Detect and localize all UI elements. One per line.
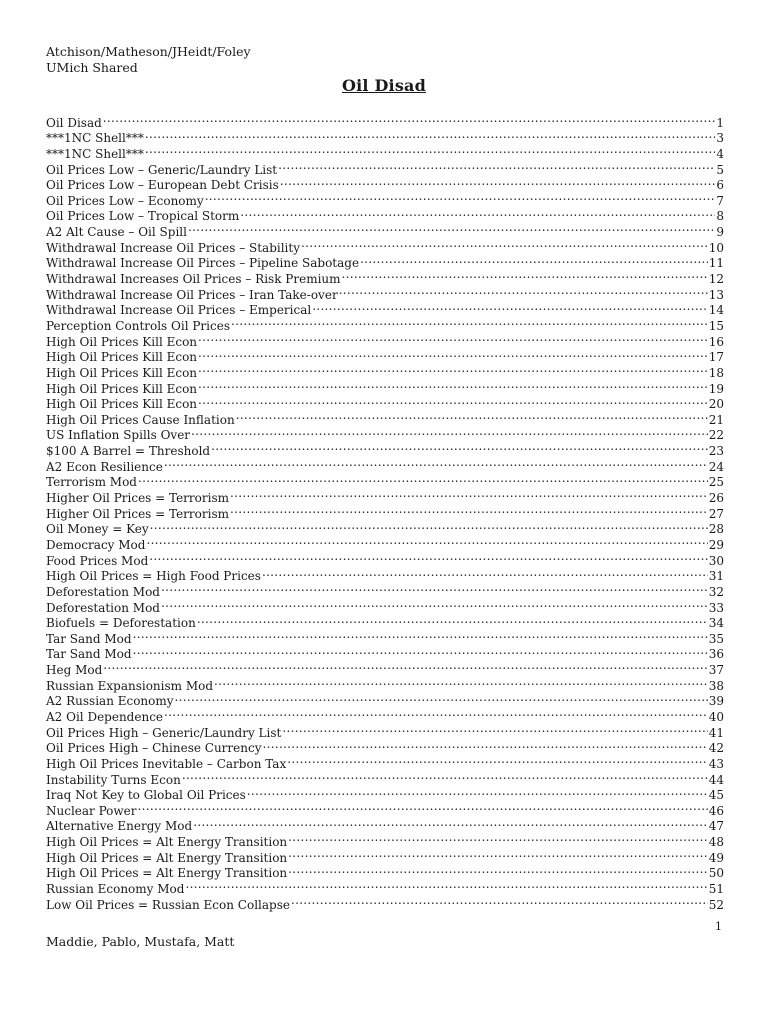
toc-entry-label: ***1NC Shell*** [46, 146, 144, 161]
toc-dot-leader [197, 393, 708, 409]
toc-entry-label: Withdrawal Increase Oil Prices – Iran Take-over [46, 287, 338, 302]
toc-entry-label: Tar Sand Mod [46, 631, 132, 646]
toc-entry-label: Iraq Not Key to Global Oil Prices [46, 788, 246, 803]
toc-entry-page: 6 [716, 178, 724, 193]
toc-entry-page: 40 [708, 709, 724, 724]
toc-entry-label: Oil Prices High – Generic/Laundry List [46, 725, 282, 740]
toc-entry-label: Deforestation Mod [46, 584, 160, 599]
toc-entry-page: 4 [716, 146, 724, 161]
toc-dot-leader [286, 752, 707, 768]
toc-entry-label: Democracy Mod [46, 537, 146, 552]
footer-names: Maddie, Pablo, Mustafa, Matt [46, 934, 235, 949]
toc-entry[interactable] [46, 533, 724, 552]
toc-entry-page: 24 [708, 459, 724, 474]
toc-entry-page: 8 [716, 209, 724, 224]
document-title: Oil Disad [342, 76, 426, 95]
toc-entry-page: 14 [708, 303, 724, 318]
toc-entry-label: $100 A Barrel = Threshold [46, 444, 211, 459]
toc-entry-label: Low Oil Prices = Russian Econ Collapse [46, 897, 290, 912]
toc-entry[interactable] [46, 799, 724, 818]
toc-entry-label: Higher Oil Prices = Terrorism [46, 506, 229, 521]
toc-dot-leader [174, 690, 708, 706]
toc-entry[interactable] [46, 111, 724, 130]
toc-entry-page: 34 [708, 616, 724, 631]
toc-entry-label: Oil Money = Key [46, 522, 149, 537]
toc-dot-leader [261, 737, 707, 753]
toc-entry-label: Deforestation Mod [46, 600, 160, 615]
toc-entry-page: 1 [716, 115, 724, 130]
toc-entry[interactable] [46, 486, 724, 506]
toc-dot-leader [160, 596, 708, 612]
toc-entry-page: 44 [708, 772, 724, 787]
toc-entry-page: 13 [708, 287, 724, 302]
toc-entry-label: Oil Prices Low – Tropical Storm [46, 209, 240, 224]
toc-entry-page: 51 [708, 882, 724, 897]
toc-dot-leader [210, 439, 708, 455]
toc-dot-leader [300, 236, 708, 252]
toc-entry-page: 38 [708, 678, 724, 693]
header-block [46, 44, 251, 76]
toc-dot-leader [287, 830, 708, 846]
toc-entry-page: 17 [708, 350, 724, 365]
toc-dot-leader [204, 189, 716, 205]
toc-entry-page: 19 [708, 381, 724, 396]
page-number: 1 [715, 920, 722, 933]
toc-entry[interactable] [46, 658, 724, 678]
toc-entry-label: A2 Econ Resilience [46, 459, 163, 474]
toc-entry-label: High Oil Prices Kill Econ [46, 365, 198, 380]
toc-dot-leader [163, 705, 708, 721]
toc-entry-page: 18 [708, 365, 724, 380]
toc-entry-page: 9 [716, 225, 724, 240]
toc-entry-page: 46 [708, 803, 724, 818]
toc-dot-leader [281, 721, 707, 737]
toc-dot-leader [163, 455, 708, 471]
toc-entry-label: Oil Prices High – Chinese Currency [46, 741, 262, 756]
toc-dot-leader [149, 518, 708, 534]
toc-dot-leader [230, 314, 708, 330]
toc-entry-label: High Oil Prices Kill Econ [46, 334, 198, 349]
toc-dot-leader [196, 612, 708, 628]
toc-dot-leader [287, 846, 708, 862]
toc-dot-leader [148, 549, 707, 565]
toc-entry-label: A2 Alt Cause – Oil Spill [46, 225, 187, 240]
toc-dot-leader [132, 643, 708, 659]
toc-entry-label: Oil Disad [46, 115, 102, 130]
toc-entry-label: ***1NC Shell*** [46, 131, 144, 146]
toc-entry[interactable] [46, 142, 724, 161]
table-of-contents [46, 111, 724, 912]
toc-entry-page: 33 [708, 600, 724, 615]
toc-dot-leader [181, 768, 708, 784]
toc-entry-label: High Oil Prices Cause Inflation [46, 412, 235, 427]
toc-entry-label: Food Prices Mod [46, 553, 149, 568]
toc-entry-label: Withdrawal Increase Oil Pirces – Pipeline Sabotage [46, 256, 360, 271]
toc-entry-page: 10 [708, 240, 724, 255]
toc-dot-leader [132, 627, 708, 643]
toc-entry-label: Alternative Energy Mod [46, 819, 193, 834]
header-authors: Atchison/Matheson/JHeidt/Foley [46, 44, 251, 59]
toc-entry-label: High Oil Prices Inevitable – Carbon Tax [46, 756, 287, 771]
toc-dot-leader [213, 674, 708, 690]
toc-entry-page: 25 [708, 475, 724, 490]
toc-dot-leader [144, 127, 716, 143]
toc-entry-page: 47 [708, 819, 724, 834]
toc-entry-label: Russian Economy Mod [46, 882, 185, 897]
toc-entry[interactable] [46, 127, 724, 146]
toc-dot-leader [287, 862, 708, 878]
toc-entry-page: 21 [708, 412, 724, 427]
toc-entry[interactable] [46, 518, 724, 537]
toc-dot-leader [311, 299, 708, 315]
toc-entry-page: 7 [716, 193, 724, 208]
toc-entry-label: Instability Turns Econ [46, 772, 181, 787]
toc-dot-leader [137, 471, 708, 487]
toc-dot-leader [187, 220, 715, 236]
toc-entry-label: A2 Oil Dependence [46, 709, 164, 724]
toc-entry-label: Oil Prices Low – Generic/Laundry List [46, 162, 278, 177]
toc-entry-label: Withdrawal Increases Oil Prices – Risk Premium [46, 272, 341, 287]
toc-entry-label: US Inflation Spills Over [46, 428, 191, 443]
toc-entry-label: Oil Prices Low – European Debt Crisis [46, 178, 279, 193]
toc-entry-page: 36 [708, 647, 724, 662]
toc-dot-leader [137, 799, 708, 815]
toc-entry[interactable] [46, 471, 724, 490]
toc-entry[interactable] [46, 674, 724, 693]
toc-entry-page: 39 [708, 694, 724, 709]
toc-entry-page: 22 [708, 428, 724, 443]
toc-dot-leader [246, 784, 708, 800]
toc-dot-leader [160, 580, 708, 596]
toc-entry-label: Nuclear Power [46, 803, 137, 818]
toc-entry-page: 26 [708, 491, 724, 506]
toc-entry[interactable] [46, 643, 724, 662]
toc-dot-leader [197, 346, 708, 362]
toc-entry-label: Russian Expansionism Mod [46, 678, 214, 693]
toc-entry-page: 5 [716, 162, 724, 177]
toc-entry-page: 41 [708, 725, 724, 740]
toc-dot-leader [192, 815, 708, 831]
toc-entry-page: 15 [708, 318, 724, 333]
toc-entry-page: 20 [708, 397, 724, 412]
toc-entry-label: High Oil Prices Kill Econ [46, 397, 198, 412]
toc-dot-leader [290, 893, 708, 909]
toc-entry-page: 48 [708, 835, 724, 850]
toc-entry-label: Terrorism Mod [46, 475, 137, 490]
toc-dot-leader [190, 424, 708, 440]
toc-entry-label: Tar Sand Mod [46, 647, 132, 662]
toc-entry-label: Oil Prices Low – Economy [46, 193, 204, 208]
toc-entry-page: 30 [708, 553, 724, 568]
toc-entry-page: 23 [708, 444, 724, 459]
toc-entry-page: 52 [708, 897, 724, 912]
toc-entry-page: 32 [708, 584, 724, 599]
toc-entry-page: 43 [708, 756, 724, 771]
toc-entry-label: High Oil Prices = Alt Energy Transition [46, 835, 288, 850]
toc-dot-leader [197, 361, 708, 377]
toc-entry-label: Withdrawal Increase Oil Prices – Emperical [46, 303, 312, 318]
toc-entry[interactable] [46, 627, 724, 646]
toc-dot-leader [145, 533, 707, 549]
toc-entry-label: Heg Mod [46, 663, 103, 678]
toc-entry-page: 49 [708, 850, 724, 865]
toc-dot-leader [235, 408, 708, 424]
toc-entry-label: Perception Controls Oil Prices [46, 318, 230, 333]
header-group: UMich Shared [46, 60, 138, 75]
toc-entry-page: 37 [708, 663, 724, 678]
toc-dot-leader [279, 174, 716, 190]
toc-dot-leader [229, 486, 708, 502]
toc-dot-leader [144, 142, 716, 158]
toc-entry-page: 29 [708, 537, 724, 552]
toc-entry[interactable] [46, 815, 724, 834]
toc-entry-label: High Oil Prices = High Food Prices [46, 569, 261, 584]
toc-entry-page: 35 [708, 631, 724, 646]
toc-entry-page: 12 [708, 272, 724, 287]
toc-entry-label: High Oil Prices Kill Econ [46, 381, 198, 396]
toc-dot-leader [229, 502, 708, 518]
toc-entry-label: High Oil Prices = Alt Energy Transition [46, 850, 288, 865]
toc-entry-page: 11 [708, 256, 724, 271]
toc-entry-page: 31 [708, 569, 724, 584]
toc-entry-label: High Oil Prices = Alt Energy Transition [46, 866, 288, 881]
toc-entry[interactable] [46, 158, 724, 177]
toc-dot-leader [184, 877, 707, 893]
toc-entry-page: 16 [708, 334, 724, 349]
toc-dot-leader [359, 252, 708, 268]
toc-entry-page: 28 [708, 522, 724, 537]
toc-dot-leader [102, 658, 707, 674]
toc-dot-leader [197, 377, 708, 393]
toc-entry-page: 42 [708, 741, 724, 756]
toc-entry-label: High Oil Prices Kill Econ [46, 350, 198, 365]
toc-entry-page: 50 [708, 866, 724, 881]
toc-entry-page: 27 [708, 506, 724, 521]
toc-dot-leader [102, 111, 716, 127]
toc-dot-leader [239, 205, 715, 221]
toc-dot-leader [338, 283, 708, 299]
toc-entry-label: Biofuels = Deforestation [46, 616, 196, 631]
toc-entry-label: Withdrawal Increase Oil Prices – Stability [46, 240, 300, 255]
toc-entry[interactable] [46, 549, 724, 568]
toc-dot-leader [197, 330, 708, 346]
toc-entry-page: 3 [716, 131, 724, 146]
toc-dot-leader [341, 267, 708, 283]
toc-dot-leader [261, 565, 708, 581]
toc-dot-leader [277, 158, 715, 174]
toc-entry-label: A2 Russian Economy [46, 694, 174, 709]
toc-entry-label: Higher Oil Prices = Terrorism [46, 491, 229, 506]
toc-entry-page: 45 [708, 788, 724, 803]
